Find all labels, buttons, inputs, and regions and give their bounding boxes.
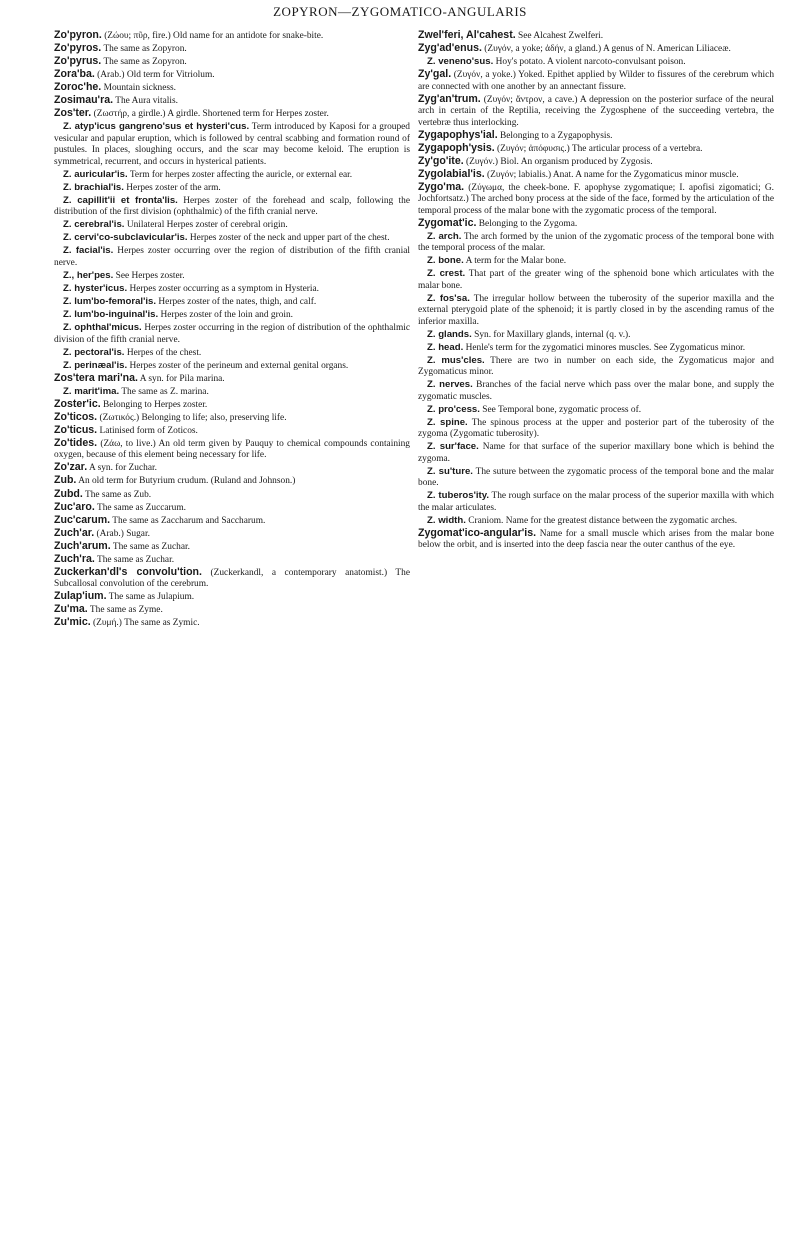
dictionary-entry xyxy=(54,309,410,321)
entry-headword: Z. ophthal'micus. xyxy=(63,322,142,334)
entry-headword: Z. crest. xyxy=(427,268,466,280)
entry-definition: The Aura vitalis. xyxy=(115,96,178,107)
entry-definition: (Zuckerkandl, a contemporary anatomist.) The Subcallosal convolution of the cerebrum. xyxy=(54,567,410,590)
entry-definition: The rough surface on the malar process of the superior maxilla with which the malar articulates. xyxy=(418,491,774,513)
entry-headword: Zo'ticus. xyxy=(54,423,98,436)
entry-definition: (Ζώου; πῦρ, fire.) Old name for an antidote for snake-bite. xyxy=(104,31,324,41)
entry-headword: Z. cervi'co-subclavicular'is. xyxy=(63,232,188,244)
entry-headword: Zora'ba. xyxy=(54,68,95,81)
dictionary-entry xyxy=(418,268,774,292)
entry-definition: (Arab.) Sugar. xyxy=(96,528,150,539)
entry-headword: Zwel'feri, Al'cahest. xyxy=(418,29,516,41)
entry-headword: Z. su'ture. xyxy=(427,465,473,477)
entry-definition: The same as Zopyron. xyxy=(103,44,187,55)
entry-headword: Z. bone. xyxy=(427,255,464,267)
dictionary-entry xyxy=(418,56,774,68)
dictionary-entry xyxy=(54,195,410,219)
dictionary-entry xyxy=(418,182,774,217)
entry-definition: Herpes zoster of the nates, thigh, and calf. xyxy=(158,297,317,308)
entry-headword: Z. atyp'icus gangreno'sus et hysteri'cus. xyxy=(63,121,250,133)
dictionary-entry xyxy=(54,438,410,462)
dictionary-entry xyxy=(418,218,774,230)
entry-definition: Term introduced by Kaposi for a grouped vesicular and papular eruption, which is followed by central scabbing and formation round of pustules. In places, sloughing occurs, and the scar may become keloid. The eruption is symmetrical, recurrent, and occurs in hysterical patients. xyxy=(54,122,410,167)
dictionary-entry xyxy=(418,342,774,354)
dictionary-entry xyxy=(54,541,410,553)
entry-definition: (Ζύγωμα, the cheek-bone. F. apophyse zygomatique; I. apofisi zigomatici; G. Jochfortsatz.) The arched bony process at the side of the face, formed by the articulation of the temporal process of the malar bone with the zygomatic process of the temporal. xyxy=(418,182,774,216)
entry-definition: See Temporal bone, zygomatic process of. xyxy=(482,404,642,415)
entry-definition: (Ζυγόν, a yoke.) Yoked. Epithet applied by Wilder to fissures of the cerebrum which are connected with one another by an annectant fissure. xyxy=(418,70,775,92)
dictionary-entry xyxy=(54,604,410,616)
dictionary-entry xyxy=(54,399,410,411)
entry-headword: Zygomat'ic. xyxy=(418,216,477,229)
entry-definition: Herpes zoster occurring in the region of distribution of the ophthalmic division of the fifth cranial nerve. xyxy=(54,323,410,345)
dictionary-entry xyxy=(54,412,410,424)
entry-definition: Herpes zoster of the neck and upper part of the chest. xyxy=(189,233,390,244)
entry-headword: Zo'pyros. xyxy=(54,42,102,55)
entry-definition: The same as Zuchar. xyxy=(112,541,190,552)
dictionary-entry xyxy=(418,528,774,552)
entry-definition: (Ζυγόν; ἀπόφυσις.) The articular process of a vertebra. xyxy=(497,143,703,154)
entry-headword: Zygolabial'is. xyxy=(418,167,485,180)
entry-definition: A syn. for Pila marina. xyxy=(139,373,225,384)
entry-headword: Z. sur'face. xyxy=(427,441,479,453)
dictionary-entry xyxy=(54,528,410,540)
dictionary-entry xyxy=(418,441,774,465)
entry-definition: (Ζωτικός.) Belonging to life; also, preserving life. xyxy=(99,412,287,423)
entry-definition: That part of the greater wing of the sphenoid bone which articulates with the malar bone. xyxy=(418,269,774,291)
entry-headword: Zo'zar. xyxy=(54,461,88,474)
entry-definition: Herpes zoster of the perineum and external genital organs. xyxy=(129,360,349,371)
entry-definition: See Alcahest Zwelferi. xyxy=(518,31,604,41)
entry-definition: (Ζυγόν; labialis.) Anat. A name for the Zygomaticus minor muscle. xyxy=(487,169,739,180)
dictionary-entry xyxy=(54,232,410,244)
entry-headword: Z. lum'bo-inguinal'is. xyxy=(63,309,159,321)
entry-definition: The suture between the zygomatic process of the temporal bone and the malar bone. xyxy=(418,466,774,489)
entry-headword: Zyg'an'trum. xyxy=(418,92,481,105)
entry-definition: Term for herpes zoster affecting the auricle, or external ear. xyxy=(129,169,353,180)
entry-definition: The same as Zaccharum and Saccharum. xyxy=(112,515,266,526)
entry-definition: The same as Zopyron. xyxy=(103,57,187,68)
dictionary-entry xyxy=(54,245,410,269)
entry-definition: The same as Julapium. xyxy=(108,592,195,603)
dictionary-entry xyxy=(54,82,410,94)
entry-headword: Z., her'pes. xyxy=(63,269,114,281)
entry-definition: Herpes zoster of the loin and groin. xyxy=(160,310,294,321)
entry-definition: There are two in number on each side, the Zygomaticus major and Zygomaticus minor. xyxy=(418,355,774,378)
entry-headword: Zo'tides. xyxy=(54,436,98,449)
entry-definition: The irregular hollow between the tuberosity of the superior maxilla and the external pterygoid plate of the sphenoid; it is partly closed in by the ascending ramus of the inferior maxilla. xyxy=(418,293,774,327)
entry-headword: Z. spine. xyxy=(427,416,468,428)
entry-headword: Zuc'aro. xyxy=(54,500,95,513)
dictionary-entry xyxy=(418,379,774,403)
dictionary-entry xyxy=(418,94,774,129)
dictionary-entry xyxy=(54,515,410,527)
dictionary-entry xyxy=(54,554,410,566)
entry-headword: Z. hyster'icus. xyxy=(63,282,128,294)
entry-definition: The same as Zyme. xyxy=(89,605,163,616)
entry-definition: Henle's term for the zygomatici minores muscles. See Zygomaticus minor. xyxy=(465,342,746,353)
entry-definition: Latinised form of Zoticos. xyxy=(99,425,198,436)
dictionary-entry xyxy=(54,30,410,42)
entry-definition: Herpes zoster of the arm. xyxy=(126,182,221,193)
entry-definition: Belonging to a Zygapophysis. xyxy=(499,130,613,141)
entry-definition: Mountain sickness. xyxy=(103,83,177,94)
entry-definition: Name for that surface of the superior maxillary bone which is behind the zygoma. xyxy=(418,442,774,464)
entry-headword: Z. tuberos'ity. xyxy=(427,490,490,502)
entry-definition: Belonging to the Zygoma. xyxy=(478,218,578,229)
entry-headword: Zulap'ium. xyxy=(54,590,107,603)
entry-definition: The same as Zub. xyxy=(85,489,152,500)
dictionary-entry xyxy=(54,169,410,181)
entry-definition: The spinous process at the upper and posterior part of the tuberosity of the zygoma (Zygomatic tuberosity). xyxy=(418,417,774,440)
dictionary-entry xyxy=(418,69,774,93)
entry-headword: Z. arch. xyxy=(427,230,462,242)
dictionary-entry xyxy=(418,255,774,267)
entry-definition: Name for a small muscle which arises from the malar bone below the orbit, and is inserted into the deep fascia near the outer canthus of the eye. xyxy=(418,528,775,551)
entry-headword: Z. pectoral'is. xyxy=(63,346,125,358)
entry-headword: Zos'tera mari'na. xyxy=(54,371,138,384)
entry-definition: (Ζυμή.) The same as Zymic. xyxy=(93,618,200,629)
dictionary-entry xyxy=(54,591,410,603)
entry-headword: Zuckerkan'dl's convolu'tion. xyxy=(54,565,202,578)
entry-headword: Z. brachial'is. xyxy=(63,181,124,193)
entry-headword: Zuch'ra. xyxy=(54,552,95,565)
entry-definition: Unilateral Herpes zoster of cerebral origin. xyxy=(126,220,288,231)
entry-definition: The same as Zuccarum. xyxy=(96,502,187,513)
dictionary-entry xyxy=(54,95,410,107)
dictionary-entry xyxy=(54,373,410,385)
entry-definition: The same as Z. marina. xyxy=(121,386,209,397)
dictionary-entry xyxy=(54,347,410,359)
entry-definition: Hoy's potato. A violent narcoto-convulsant poison. xyxy=(495,57,686,68)
dictionary-entry xyxy=(54,108,410,120)
entry-definition: (Ζωστήρ, a girdle.) A girdle. Shortened term for Herpes zoster. xyxy=(93,109,329,120)
dictionary-entry xyxy=(54,296,410,308)
entry-definition: The arch formed by the union of the zygomatic process of the temporal bone with the temporal process of the malar. xyxy=(418,231,774,254)
dictionary-entry xyxy=(418,156,774,168)
entry-headword: Zuch'ar. xyxy=(54,526,95,539)
entry-definition: A term for the Malar bone. xyxy=(465,256,567,267)
entry-headword: Zygapoph'ysis. xyxy=(418,141,495,154)
entry-headword: Z. mus'cles. xyxy=(427,354,485,366)
dictionary-entry xyxy=(418,169,774,181)
entry-headword: Zygapophys'ial. xyxy=(418,128,498,141)
entry-definition: A syn. for Zuchar. xyxy=(88,463,157,474)
entry-definition: (Ζυγόν, a yoke; ἀδήν, a gland.) A genus of N. American Liliaceæ. xyxy=(484,44,731,55)
entry-headword: Z. glands. xyxy=(427,328,472,340)
entry-headword: Z. head. xyxy=(427,341,464,353)
dictionary-entry xyxy=(418,355,774,379)
entry-headword: Z. width. xyxy=(427,514,466,526)
entry-definition: Craniom. Name for the greatest distance between the zygomatic arches. xyxy=(468,515,738,526)
entry-headword: Zo'ticos. xyxy=(54,410,98,423)
entry-headword: Z. capillit'ii et fronta'lis. xyxy=(63,194,178,206)
entry-definition: Branches of the facial nerve which pass over the malar bone, and supply the zygomatic muscles. xyxy=(418,380,774,402)
entry-headword: Zuch'arum. xyxy=(54,539,111,552)
entry-definition: See Herpes zoster. xyxy=(115,270,185,281)
dictionary-entry xyxy=(418,130,774,142)
dictionary-entry xyxy=(418,404,774,416)
entry-headword: Zo'pyron. xyxy=(54,29,102,41)
entry-headword: Z. pro'cess. xyxy=(427,403,480,415)
dictionary-entry xyxy=(418,515,774,527)
entry-definition: (Ζάω, to live.) An old term given by Pauquy to chemical compounds containing oxygen, because of this element being necessary for life. xyxy=(54,438,410,461)
entry-headword: Z. lum'bo-femoral'is. xyxy=(63,296,157,308)
entry-headword: Zosimau'ra. xyxy=(54,94,114,107)
dictionary-entry xyxy=(418,466,774,490)
entry-definition: (Ζυγόν; ἄντρον, a cave.) A depression on the posterior surface of the neural arch in certain of the Reptilia, receiving the Zygosphene of the succeeding vertebra, the vertebræ thus interlocking. xyxy=(418,94,775,128)
entry-headword: Zygomat'ico-angular'is. xyxy=(418,526,537,539)
dictionary-entry xyxy=(54,360,410,372)
dictionary-entry xyxy=(54,425,410,437)
entry-headword: Zubd. xyxy=(54,487,83,500)
dictionary-entry xyxy=(54,219,410,231)
entry-definition: The same as Zuchar. xyxy=(96,554,175,565)
entry-headword: Z. veneno'sus. xyxy=(427,56,494,68)
entry-headword: Zoroc'he. xyxy=(54,81,102,94)
entry-headword: Z. cerebral'is. xyxy=(63,219,125,231)
entry-definition: Herpes zoster occurring as a symptom in Hysteria. xyxy=(129,283,320,294)
entry-definition: Herpes zoster of the forehead and scalp, following the distribution of the first division (ophthalmic) of the fifth cranial nerve. xyxy=(54,195,410,218)
entry-headword: Z. perinæal'is. xyxy=(63,359,128,371)
dictionary-entry xyxy=(54,283,410,295)
entry-headword: Zyg'ad'enus. xyxy=(418,42,482,55)
dictionary-entry xyxy=(54,322,410,346)
right-column xyxy=(418,30,774,552)
entry-headword: Z. fos'sa. xyxy=(427,292,470,304)
dictionary-entry xyxy=(418,293,774,328)
entry-headword: Zos'ter. xyxy=(54,107,92,120)
entry-definition: Herpes of the chest. xyxy=(126,347,202,358)
entry-headword: Zuc'carum. xyxy=(54,513,111,526)
dictionary-entry xyxy=(418,329,774,341)
entry-headword: Z. nerves. xyxy=(427,379,473,391)
entry-definition: (Arab.) Old term for Vitriolum. xyxy=(97,70,215,81)
dictionary-entry xyxy=(418,43,774,55)
dictionary-entry xyxy=(54,386,410,398)
dictionary-entry xyxy=(418,143,774,155)
page-header: ZOPYRON—ZYGOMATICO-ANGULARIS xyxy=(273,4,527,19)
entry-definition: Belonging to Herpes zoster. xyxy=(103,399,208,410)
dictionary-entry xyxy=(54,489,410,501)
dictionary-entry xyxy=(54,121,410,168)
entry-headword: Z. auricular'is. xyxy=(63,168,128,180)
dictionary-entry xyxy=(54,43,410,55)
entry-headword: Zu'mic. xyxy=(54,616,91,629)
entry-headword: Z. facial'is. xyxy=(63,245,114,257)
entry-definition: Syn. for Maxillary glands, internal (q. v.). xyxy=(474,329,631,340)
entry-headword: Z. marit'ima. xyxy=(63,385,120,397)
dictionary-entry xyxy=(54,462,410,474)
dictionary-entry xyxy=(418,30,774,42)
entry-headword: Zoster'ic. xyxy=(54,397,101,410)
entry-headword: Zy'gal. xyxy=(418,68,452,81)
dictionary-entry xyxy=(54,56,410,68)
dictionary-entry xyxy=(418,417,774,441)
dictionary-entry xyxy=(418,490,774,514)
entry-headword: Zy'go'ite. xyxy=(418,154,464,167)
entry-headword: Zu'ma. xyxy=(54,603,88,616)
dictionary-entry xyxy=(54,475,410,487)
dictionary-entry xyxy=(418,231,774,255)
entry-definition: (Ζυγόν.) Biol. An organism produced by Zygosis. xyxy=(466,156,653,167)
dictionary-entry xyxy=(54,182,410,194)
entry-definition: An old term for Butyrium crudum. (Ruland and Johnson.) xyxy=(78,476,296,487)
dictionary-entry xyxy=(54,69,410,81)
left-column xyxy=(54,30,410,630)
entry-headword: Zygo'ma. xyxy=(418,180,465,193)
dictionary-entry xyxy=(54,270,410,282)
dictionary-entry xyxy=(54,502,410,514)
dictionary-entry xyxy=(54,617,410,629)
entry-headword: Zo'pyrus. xyxy=(54,55,102,68)
dictionary-entry xyxy=(54,567,410,591)
entry-headword: Zub. xyxy=(54,474,77,487)
entry-definition: Herpes zoster occurring over the region of distribution of the fifth cranial nerve. xyxy=(54,246,410,268)
